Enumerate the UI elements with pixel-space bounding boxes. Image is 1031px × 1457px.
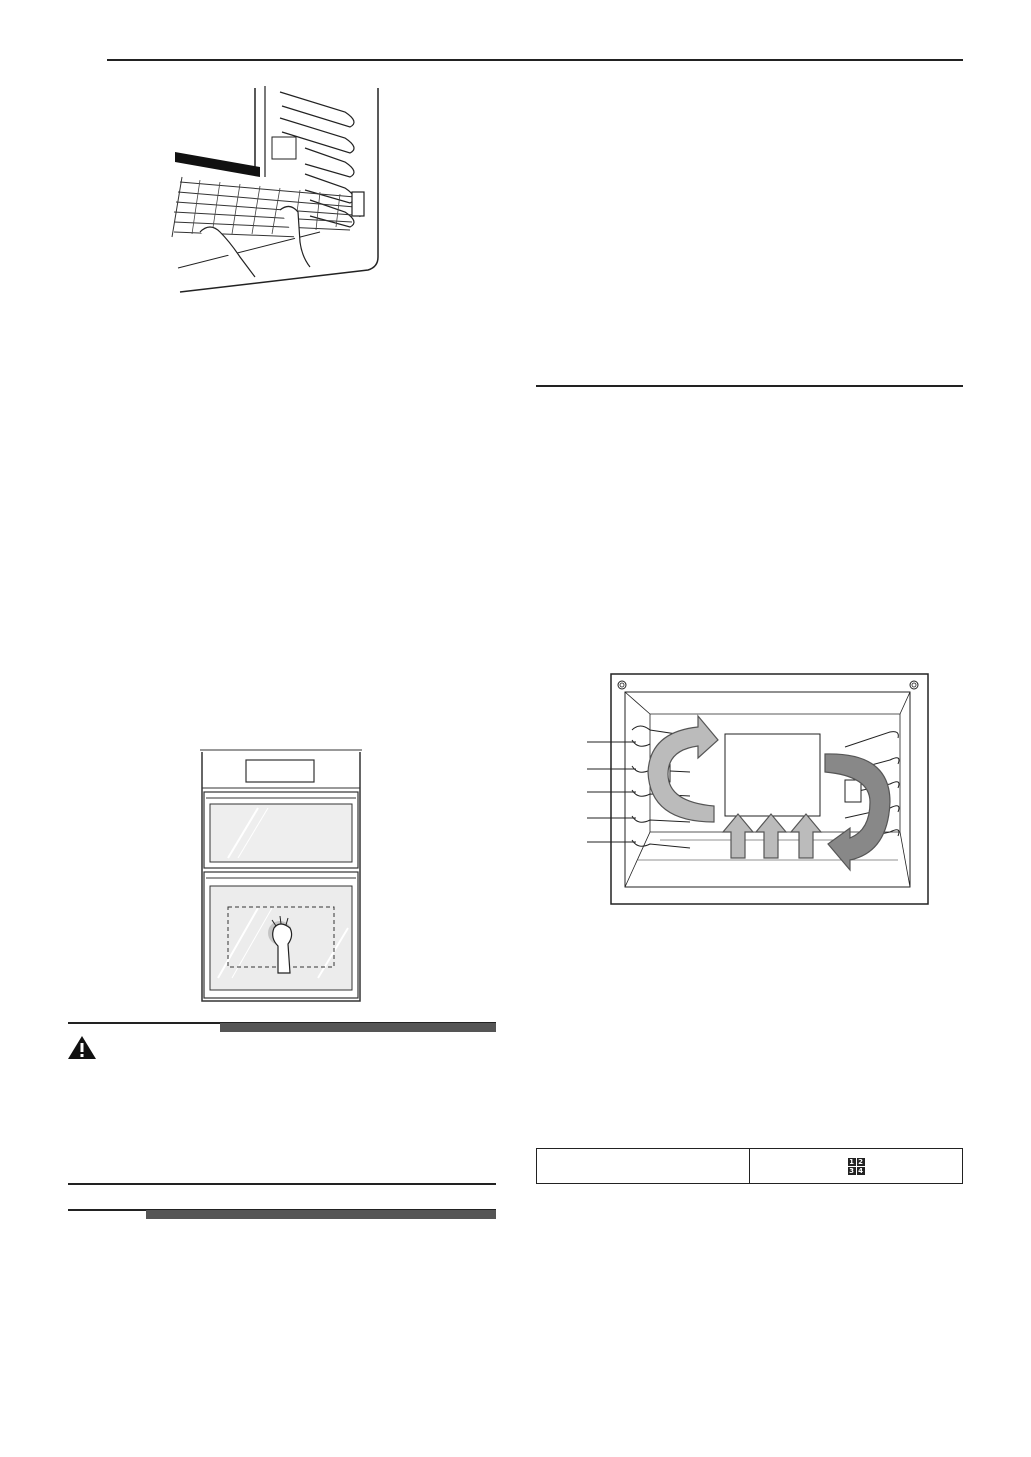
keypad-table-icon-cell [750, 1149, 962, 1183]
keypad-1234-icon [848, 1158, 865, 1175]
warning-footer-rule [68, 1183, 496, 1185]
warning-header-bar [220, 1023, 496, 1032]
keypad-key: 3 [849, 1166, 854, 1175]
keypad-table-label-cell [537, 1149, 750, 1183]
convection-airflow-diagram [580, 672, 932, 906]
keypad-key: 4 [858, 1166, 863, 1175]
keypad-key: 2 [858, 1157, 863, 1166]
section-divider [536, 385, 963, 387]
wall-oven-illustration [198, 748, 364, 1004]
rack-installation-illustration [160, 82, 390, 296]
header-rule [107, 59, 963, 61]
keypad-table [536, 1148, 963, 1184]
keypad-key: 1 [849, 1157, 854, 1166]
note-header-bar [146, 1210, 496, 1219]
warning-triangle-icon [67, 1035, 97, 1060]
